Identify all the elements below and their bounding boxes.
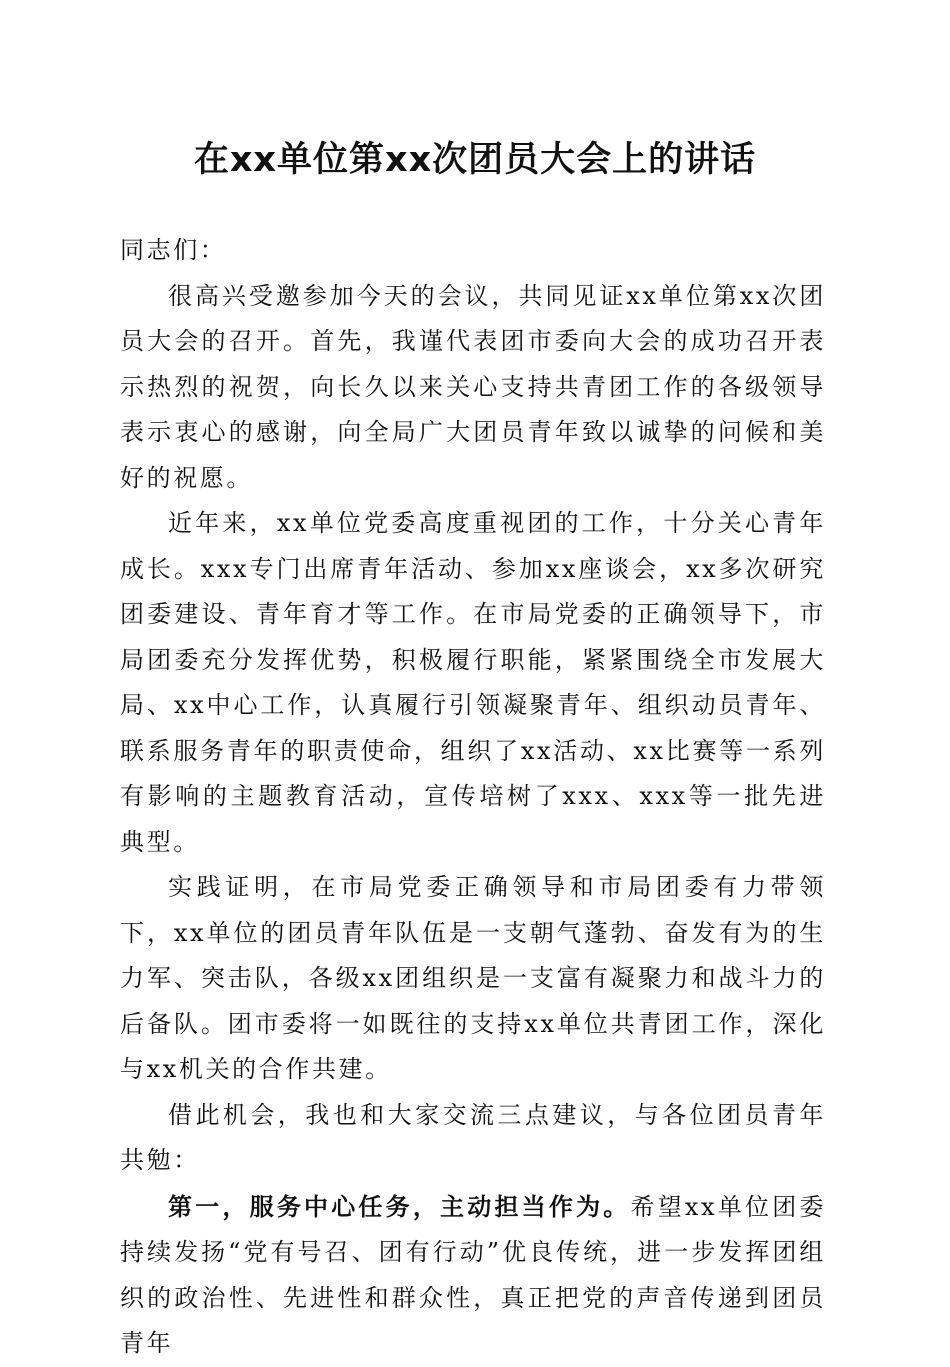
paragraph-opening: 很高兴受邀参加今天的会议，共同见证xx单位第xx次团员大会的召开。首先，我谨代表团市委向大会的成功召开表示热烈的祝贺，向长久以来关心支持共青团工作的各级领导表示衷心的感谢，向全局广大团员青年致以诚挚的问候和美好的祝愿。	[120, 281, 826, 492]
paragraph-practice-proves: 实践证明，在市局党委正确领导和市局团委有力带领下，xx单位的团员青年队伍是一支朝气蓬勃、奋发有为的生力军、突击队，各级xx团组织是一支富有凝聚力和战斗力的后备队。团市委将一如既往的支持xx单位共青团工作，深化与xx机关的合作共建。	[120, 873, 826, 1083]
document-title: 在xx单位第xx次团员大会上的讲话	[193, 140, 757, 180]
document-body	[120, 228, 826, 1367]
paragraph-point-one	[120, 1184, 826, 1367]
paragraph-suggestions-intro: 借此机会，我也和大家交流三点建议，与各位团员青年共勉：	[120, 1100, 826, 1174]
salutation: 同志们：	[120, 236, 227, 264]
point-one-text: 希望xx单位团委持续发扬“党有号召、团有行动”优良传统，进一步发挥团组织的政治性、先进性和群众性，真正把党的声音传递到团员青年	[120, 1192, 827, 1357]
point-one-heading: 第一，服务中心任务，主动担当作为。	[168, 1191, 631, 1221]
paragraph-recent-years: 近年来，xx单位党委高度重视团的工作，十分关心青年成长。xxx专门出席青年活动、参加xx座谈会，xx多次研究团委建设、青年育才等工作。在市局党委的正确领导下，市局团委充分发挥优势，积极履行职能，紧紧围绕全市发展大局、xx中心工作，认真履行引领凝聚青年、组织动员青年、联系服务青年的职责使命，组织了xx活动、xx比赛等一系列有影响的主题教育活动，宣传培树了xxx、xxx等一批先进典型。	[120, 509, 826, 856]
